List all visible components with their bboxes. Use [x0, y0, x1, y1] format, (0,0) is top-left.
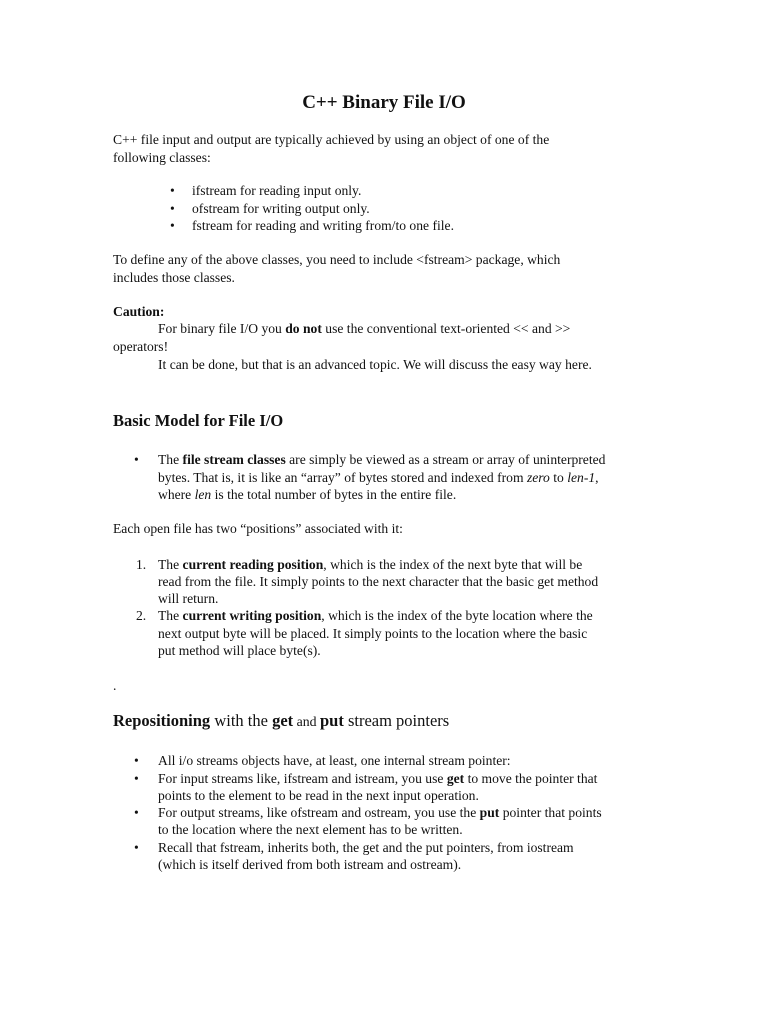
list-number: 1. [136, 557, 147, 572]
section-heading-repositioning: Repositioning with the get and put stream pointers [113, 711, 450, 730]
repos-bullet-4-line-1: Recall that fstream, inherits both, the get and the put pointers, from iostream [158, 840, 574, 855]
page-title: C++ Binary File I/O [302, 92, 466, 113]
bullet-icon: • [170, 183, 175, 198]
basic-bullet-line-2: bytes. That is, it is like an “array” of bytes stored and indexed from zero to len-1, [158, 470, 599, 485]
repos-bullet-3-line-1: For output streams, like ofstream and ostream, you use the put pointer that points [158, 805, 602, 820]
intro-line-2: following classes: [113, 150, 211, 165]
positions-intro: Each open file has two “positions” associated with it: [113, 521, 403, 536]
caution-line-3: It can be done, but that is an advanced topic. We will discuss the easy way here. [158, 357, 592, 372]
repos-bullet-4-line-2: (which is itself derived from both istream and ostream). [158, 857, 462, 872]
repos-bullet-1: All i/o streams objects have, at least, one internal stream pointer: [158, 753, 511, 768]
bullet-icon: • [170, 218, 175, 233]
bullet-icon: • [134, 805, 139, 820]
list-item: ofstream for writing output only. [192, 201, 370, 216]
numbered-item-1-line-2: read from the file. It simply points to the next character that the basic get method [158, 574, 599, 589]
numbered-item-2-line-2: next output byte will be placed. It simply points to the location where the basic [158, 626, 588, 641]
numbered-item-2-line-1: The current writing position, which is the index of the byte location where the [158, 608, 593, 623]
bullet-icon: • [134, 753, 139, 768]
repos-bullet-2-line-2: points to the element to be read in the next input operation. [158, 788, 479, 803]
bullet-icon: • [134, 452, 139, 467]
intro-line-1: C++ file input and output are typically achieved by using an object of one of the [113, 132, 550, 147]
caution-line-1: For binary file I/O you do not use the conventional text-oriented << and >> [158, 321, 571, 336]
list-number: 2. [136, 608, 147, 623]
define-line-2: includes those classes. [113, 270, 235, 285]
bullet-icon: • [170, 201, 175, 216]
list-item: fstream for reading and writing from/to one file. [192, 218, 454, 233]
basic-bullet-line-3: where len is the total number of bytes in the entire file. [158, 487, 457, 502]
caution-label: Caution: [113, 304, 165, 319]
section-heading-basic-model: Basic Model for File I/O [113, 411, 284, 430]
repos-bullet-3-line-2: to the location where the next element has to be written. [158, 822, 463, 837]
define-line-1: To define any of the above classes, you need to include <fstream> package, which [113, 252, 561, 267]
bullet-icon: • [134, 840, 139, 855]
stray-dot: . [113, 678, 117, 693]
numbered-item-2-line-3: put method will place byte(s). [158, 643, 321, 658]
numbered-item-1-line-3: will return. [158, 591, 219, 606]
numbered-item-1-line-1: The current reading position, which is the index of the next byte that will be [158, 557, 583, 572]
repos-bullet-2-line-1: For input streams like, ifstream and istream, you use get to move the pointer that [158, 771, 598, 786]
basic-bullet-line-1: The file stream classes are simply be viewed as a stream or array of uninterpreted [158, 452, 606, 467]
bullet-icon: • [134, 771, 139, 786]
list-item: ifstream for reading input only. [192, 183, 362, 198]
caution-line-2: operators! [113, 339, 169, 354]
